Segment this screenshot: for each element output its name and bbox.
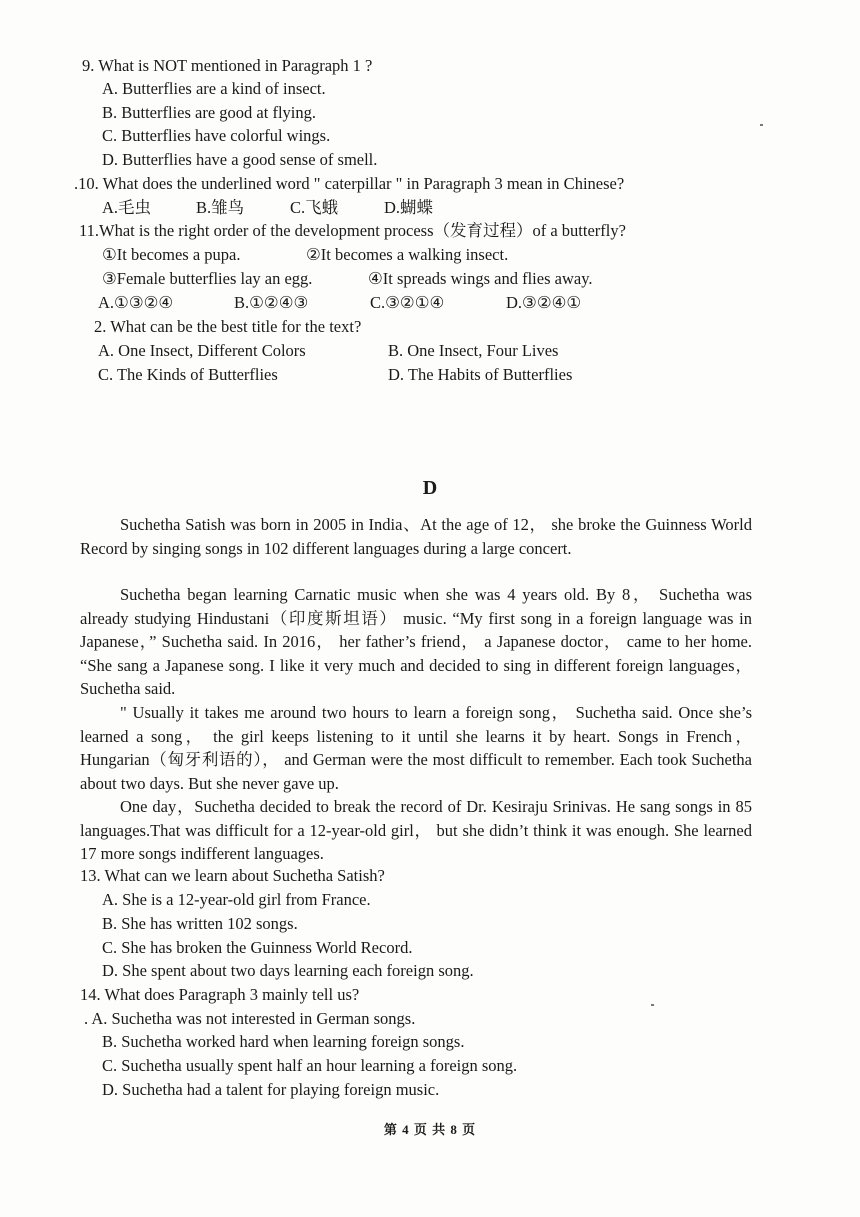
q11-statement-4: ④It spreads wings and flies away.: [368, 269, 593, 288]
q11-option-a: A.①③②④: [98, 293, 174, 312]
q12-stem: 2. What can be the best title for the text?: [94, 317, 362, 336]
q13-stem: 13. What can we learn about Suchetha Satish?: [80, 866, 385, 885]
q10-option-c: C.飞蛾: [290, 198, 339, 217]
passage-paragraph-4: One day，Suchetha decided to break the record of Dr. Kesiraju Srinivas. He sang songs in 85 languages.That was difficult for a 12-year-old girl， but she didn’t think it was enough. She learned 17 more songs indifferent languages.: [80, 797, 752, 863]
q11-option-b: B.①②④③: [234, 293, 309, 312]
q11-statement-3: ③Female butterflies lay an egg.: [102, 269, 313, 288]
q10-option-b: B.雏鸟: [196, 198, 245, 217]
q10-option-d: D.蝴蝶: [384, 198, 434, 217]
q12-option-c: C. The Kinds of Butterflies: [98, 365, 278, 384]
q11-stem: 11.What is the right order of the development process（发育过程）of a butterfly?: [79, 221, 626, 240]
q9-stem: 9. What is NOT mentioned in Paragraph 1 ?: [82, 56, 373, 75]
q14-option-b: B. Suchetha worked hard when learning foreign songs.: [102, 1032, 465, 1051]
q14-stem: 14. What does Paragraph 3 mainly tell us?: [80, 985, 360, 1004]
q11-option-d: D.③②④①: [506, 293, 582, 312]
q14-option-a: . A. Suchetha was not interested in German songs.: [84, 1009, 416, 1028]
passage-paragraph-3: " Usually it takes me around two hours to learn a foreign song， Suchetha said. Once she’s learned a song， the girl keeps listening to it until she learns it by heart. Songs in French， Hungarian（匈牙利语的）， and German were the most difficult to remember. Each took Suchetha about two days. But she never gave up.: [80, 703, 752, 793]
q9-option-b: B. Butterflies are good at flying.: [102, 103, 316, 122]
q10-options: [102, 197, 478, 219]
scan-speck: [760, 124, 763, 126]
q13-option-d: D. She spent about two days learning each foreign song.: [102, 961, 474, 980]
passage-paragraph-2: Suchetha began learning Carnatic music when she was 4 years old. By 8， Suchetha was already studying Hindustani（印度斯坦语） music. “My first song in a foreign language was in Japanese，” Suchetha said. In 2016， her father’s friend， a Japanese doctor， came to her home. “She sang a Japanese song. I like it very much and decided to sing in different foreign languages， Suchetha said.: [80, 585, 752, 698]
q12-options-row2: [98, 364, 678, 386]
q10-stem: .10. What does the underlined word " caterpillar " in Paragraph 3 mean in Chinese?: [74, 174, 625, 193]
q13-option-a: A. She is a 12-year-old girl from France.: [102, 890, 371, 909]
q12-option-b: B. One Insect, Four Lives: [388, 341, 559, 360]
q11-statements-row2: [102, 268, 593, 290]
q14-option-d: D. Suchetha had a talent for playing foreign music.: [102, 1080, 440, 1099]
q12-options-row1: [98, 340, 678, 362]
q11-option-c: C.③②①④: [370, 293, 445, 312]
q11-options: [98, 292, 581, 314]
q11-statement-1: ①It becomes a pupa.: [102, 245, 241, 264]
q11-statement-2: ②It becomes a walking insect.: [306, 245, 509, 264]
q9-option-d: D. Butterflies have a good sense of smell.: [102, 150, 378, 169]
q12-option-d: D. The Habits of Butterflies: [388, 365, 573, 384]
section-d-heading: D: [422, 477, 438, 499]
q10-option-a: A.毛虫: [102, 198, 152, 217]
page-footer: 第 4 页 共 8 页: [383, 1122, 477, 1137]
q14-option-c: C. Suchetha usually spent half an hour learning a foreign song.: [102, 1056, 518, 1075]
q12-option-a: A. One Insect, Different Colors: [98, 341, 306, 360]
scan-speck: [651, 1004, 654, 1006]
q13-option-c: C. She has broken the Guinness World Record.: [102, 938, 413, 957]
passage-paragraph-1: Suchetha Satish was born in 2005 in India、At the age of 12， she broke the Guinness World Record by singing songs in 102 different languages during a large concert.: [80, 515, 752, 558]
q13-option-b: B. She has written 102 songs.: [102, 914, 298, 933]
q9-option-a: A. Butterflies are a kind of insect.: [102, 79, 326, 98]
q9-option-c: C. Butterflies have colorful wings.: [102, 126, 331, 145]
q11-statements-row1: [102, 244, 508, 266]
